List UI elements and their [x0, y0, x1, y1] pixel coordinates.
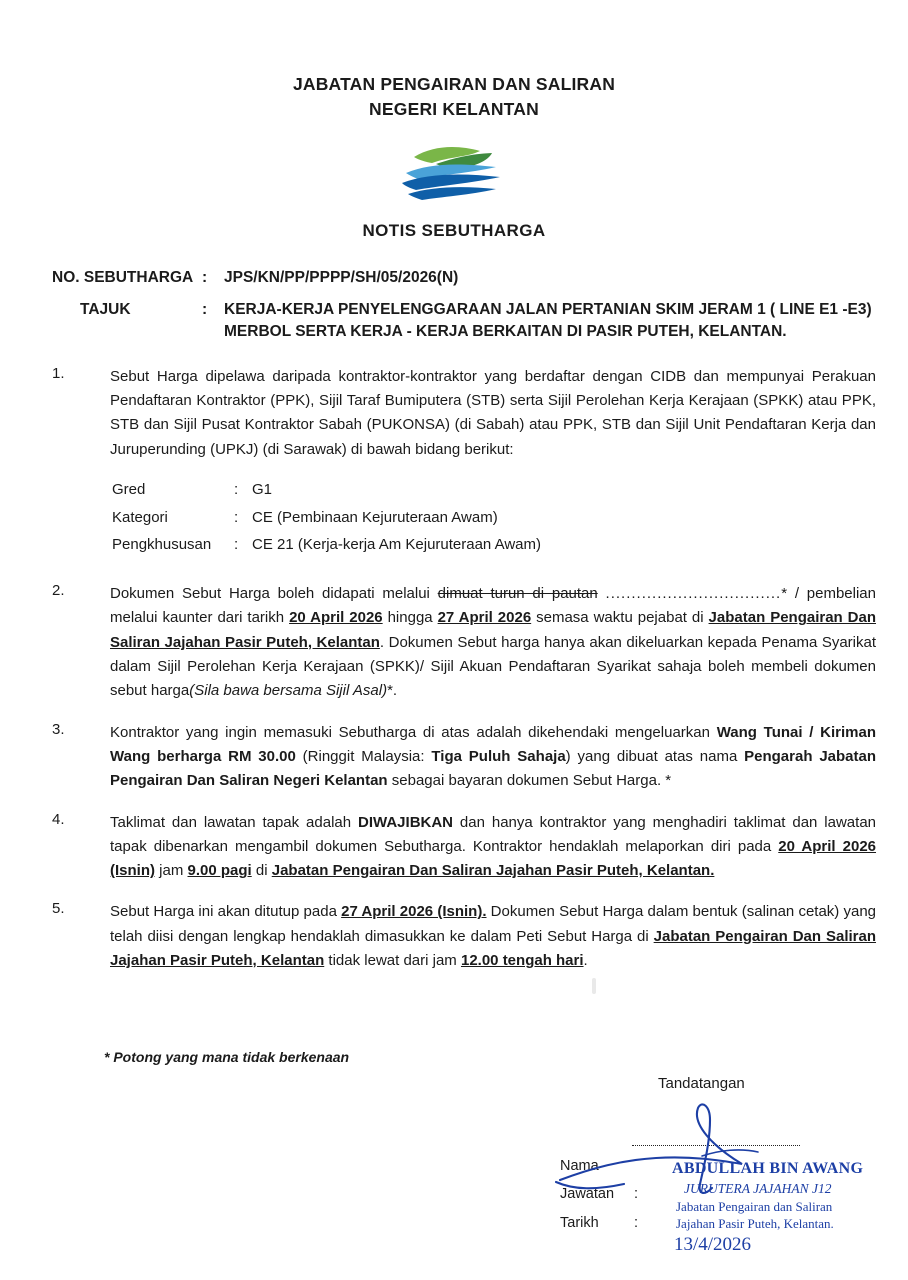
bidang-row-kategori	[112, 504, 876, 532]
clause-2-intro: Dokumen Sebut Harga boleh didapati melalui	[110, 585, 438, 603]
pengkhususan-value: CE 21 (Kerja-kerja Am Kejuruteraan Awam)	[252, 536, 542, 554]
clause-2-hingga: hingga	[382, 609, 438, 627]
clause-1	[52, 365, 876, 565]
clause-4-briefing-time: 9.00 pagi	[187, 862, 252, 880]
signature-dotted-line	[632, 1144, 800, 1146]
clause-4-mandatory: DIWAJIBKAN	[358, 813, 454, 831]
clause-4-di: di	[251, 862, 272, 880]
clause-5	[52, 900, 876, 973]
clause-1-number: 1.	[52, 364, 65, 382]
clause-2-struck-link: dimuat turun di pautan	[437, 585, 598, 603]
clause-2-mid: * / pembelian melalui kaunter dari tarikh	[110, 585, 876, 627]
org-line-2: NEGERI KELANTAN	[369, 99, 539, 120]
clause-3-intro: Kontraktor yang ingin memasuki Sebutharga di atas adalah dikehendaki mengeluarkan	[110, 723, 717, 741]
kategori-label: Kategori	[112, 508, 168, 526]
bidang-table	[112, 476, 876, 559]
meta-row-tajuk	[52, 299, 878, 343]
clause-4-briefing-place: Jabatan Pengairan Dan Saliran Jajahan Pasir Puteh, Kelantan.	[271, 862, 715, 880]
signature-label: Tandatangan	[658, 1075, 745, 1092]
clause-list	[0, 365, 908, 974]
nama-colon	[634, 1152, 646, 1180]
tarikh-colon: :	[634, 1214, 639, 1231]
tajuk-colon: :	[202, 300, 208, 318]
clause-5-closing-date: 27 April 2026 (Isnin).	[341, 903, 487, 921]
clause-5-mid: Dokumen Sebut Harga dalam bentuk (salinan cetak) yang telah diisi dengan lengkap hendaklah dimasukkan ke dalam Peti Sebut Harga di	[110, 903, 877, 945]
clause-2-tail: . Dokumen Sebut harga hanya akan dikeluarkan kepada Penama Syarikat dalam Sijil Perolehan Kerja Kerajaan (SPKK)/ Sijil Akuan Pendaftaran Syarikat sahaja boleh membeli dokumen sebut harga	[110, 633, 877, 700]
clause-4-mid: dan hanya kontraktor yang menghadiri taklimat dan lawatan tapak dibenarkan mengambil dokumen Sebutharga. Kontraktor hendaklah melaporkan diri pada	[110, 813, 876, 855]
signatory-name: ABDULLAH BIN AWANG	[672, 1160, 864, 1177]
clause-5-body	[110, 900, 876, 973]
no-sebutharga-label: NO. SEBUTHARGA	[52, 268, 194, 286]
jawatan-colon: :	[634, 1186, 639, 1203]
document-meta	[0, 267, 908, 343]
page-smudge	[592, 978, 596, 994]
pengkhususan-colon: :	[234, 536, 239, 554]
bidang-row-pengkhususan	[112, 531, 876, 559]
clause-2-end-date: 27 April 2026	[437, 609, 532, 627]
jawatan-label: Jawatan	[560, 1186, 615, 1203]
clause-5-tail: tidak lewat dari jam	[324, 952, 461, 970]
clause-3	[52, 721, 876, 794]
clause-3-amount: Wang Tunai / Kiriman Wang berharga RM 30.00	[110, 723, 877, 765]
tajuk-label: TAJUK	[80, 300, 131, 318]
clause-2-body	[110, 582, 876, 703]
kategori-value: CE (Pembinaan Kejuruteraan Awam)	[252, 508, 498, 526]
clause-3-tail: sebagai bayaran dokumen Sebut Harga. *	[387, 772, 672, 790]
clause-2-office: Jabatan Pengairan Dan Saliran Jajahan Pasir Puteh, Kelantan	[110, 609, 877, 651]
clause-4-briefing-date: 20 April 2026 (Isnin)	[110, 837, 877, 880]
clause-2-asterisk: *.	[387, 682, 398, 700]
clause-2-italic-note: (Sila bawa bersama Sijil Asal)	[189, 682, 388, 700]
clause-4-jam: jam	[155, 862, 188, 880]
clause-3-amount-words: Tiga Puluh Sahaja	[431, 747, 566, 765]
document-header	[0, 0, 908, 241]
clause-2-dots: ..................................	[605, 585, 782, 603]
clause-3-body	[110, 721, 876, 794]
gred-colon: :	[234, 480, 239, 498]
nama-label: Nama	[560, 1158, 599, 1174]
clause-2-number: 2.	[52, 582, 65, 600]
clause-5-intro: Sebut Harga ini akan ditutup pada	[110, 903, 342, 921]
clause-3-number: 3.	[52, 720, 65, 738]
clause-5-box-place: Jabatan Pengairan Dan Saliran Jajahan Pasir Puteh, Kelantan	[110, 927, 877, 970]
org-line-1: JABATAN PENGAIRAN DAN SALIRAN	[292, 74, 616, 94]
signatory-department-line-2: Jajahan Pasir Puteh, Kelantan.	[676, 1216, 834, 1231]
clause-3-payee-intro: ) yang dibuat atas nama	[565, 747, 745, 765]
clause-5-number: 5.	[52, 900, 65, 918]
clause-4	[52, 811, 876, 884]
clause-3-mid: (Ringgit Malaysia:	[295, 747, 432, 765]
meta-row-no-sebutharga	[52, 267, 878, 289]
clause-2-start-date: 20 April 2026	[289, 609, 383, 627]
clause-5-period: .	[583, 952, 588, 970]
signature-date: 13/4/2026	[674, 1234, 752, 1255]
clause-2	[52, 582, 876, 703]
jps-wave-logo-icon	[396, 141, 512, 205]
clause-1-body	[110, 365, 876, 565]
no-sebutharga-value: JPS/KN/PP/PPPP/SH/05/2026(N)	[224, 268, 459, 286]
clause-1-text: Sebut Harga dipelawa daripada kontraktor-kontraktor yang berdaftar dengan CIDB dan mempunyai Perakuan Pendaftaran Kontraktor (PPK), Sijil Taraf Bumiputera (STB) serta Sijil Perolehan Kerja Kerajaan (SPKK) atau PPK, STB dan Sijil Pusat Kontraktor Sabah (PUKONSA) (di Sabah) atau PPK, STB dan Sijil Unit Pendaftaran Kerja dan Juruperunding (UPKJ) (di Sarawak) di bawah bidang berikut:	[110, 367, 876, 458]
logo-container	[0, 141, 908, 205]
tajuk-line-2: MERBOL SERTA KERJA - KERJA BERKAITAN DI PASIR PUTEH, KELANTAN.	[224, 322, 787, 340]
signatory-position: JURUTERA JAJAHAN J12	[684, 1181, 832, 1196]
signatory-department-line-1: Jabatan Pengairan dan Saliran	[676, 1199, 833, 1214]
no-sebutharga-colon: :	[202, 268, 208, 286]
gred-label: Gred	[112, 480, 146, 498]
page-title: NOTIS SEBUTHARGA	[362, 220, 546, 240]
clause-4-body	[110, 811, 876, 884]
tarikh-label: Tarikh	[560, 1214, 599, 1231]
clause-5-closing-time: 12.00 tengah hari	[460, 952, 584, 970]
clause-4-intro: Taklimat dan lawatan tapak adalah	[110, 813, 359, 831]
kategori-colon: :	[234, 508, 239, 526]
gred-value: G1	[252, 480, 273, 498]
clause-2-office-intro: semasa waktu pejabat di	[531, 609, 709, 627]
tajuk-line-1: KERJA-KERJA PENYELENGGARAAN JALAN PERTANIAN SKIM JERAM 1 ( LINE E1 -E3)	[224, 300, 872, 318]
clause-4-number: 4.	[52, 810, 65, 828]
clause-3-payee: Pengarah Jabatan Pengairan Dan Saliran Negeri Kelantan	[110, 747, 877, 790]
pengkhususan-label: Pengkhususan	[112, 536, 212, 554]
bidang-row-gred	[112, 476, 876, 504]
tajuk-value	[224, 299, 878, 343]
footnote: * Potong yang mana tidak berkenaan	[104, 1049, 350, 1066]
